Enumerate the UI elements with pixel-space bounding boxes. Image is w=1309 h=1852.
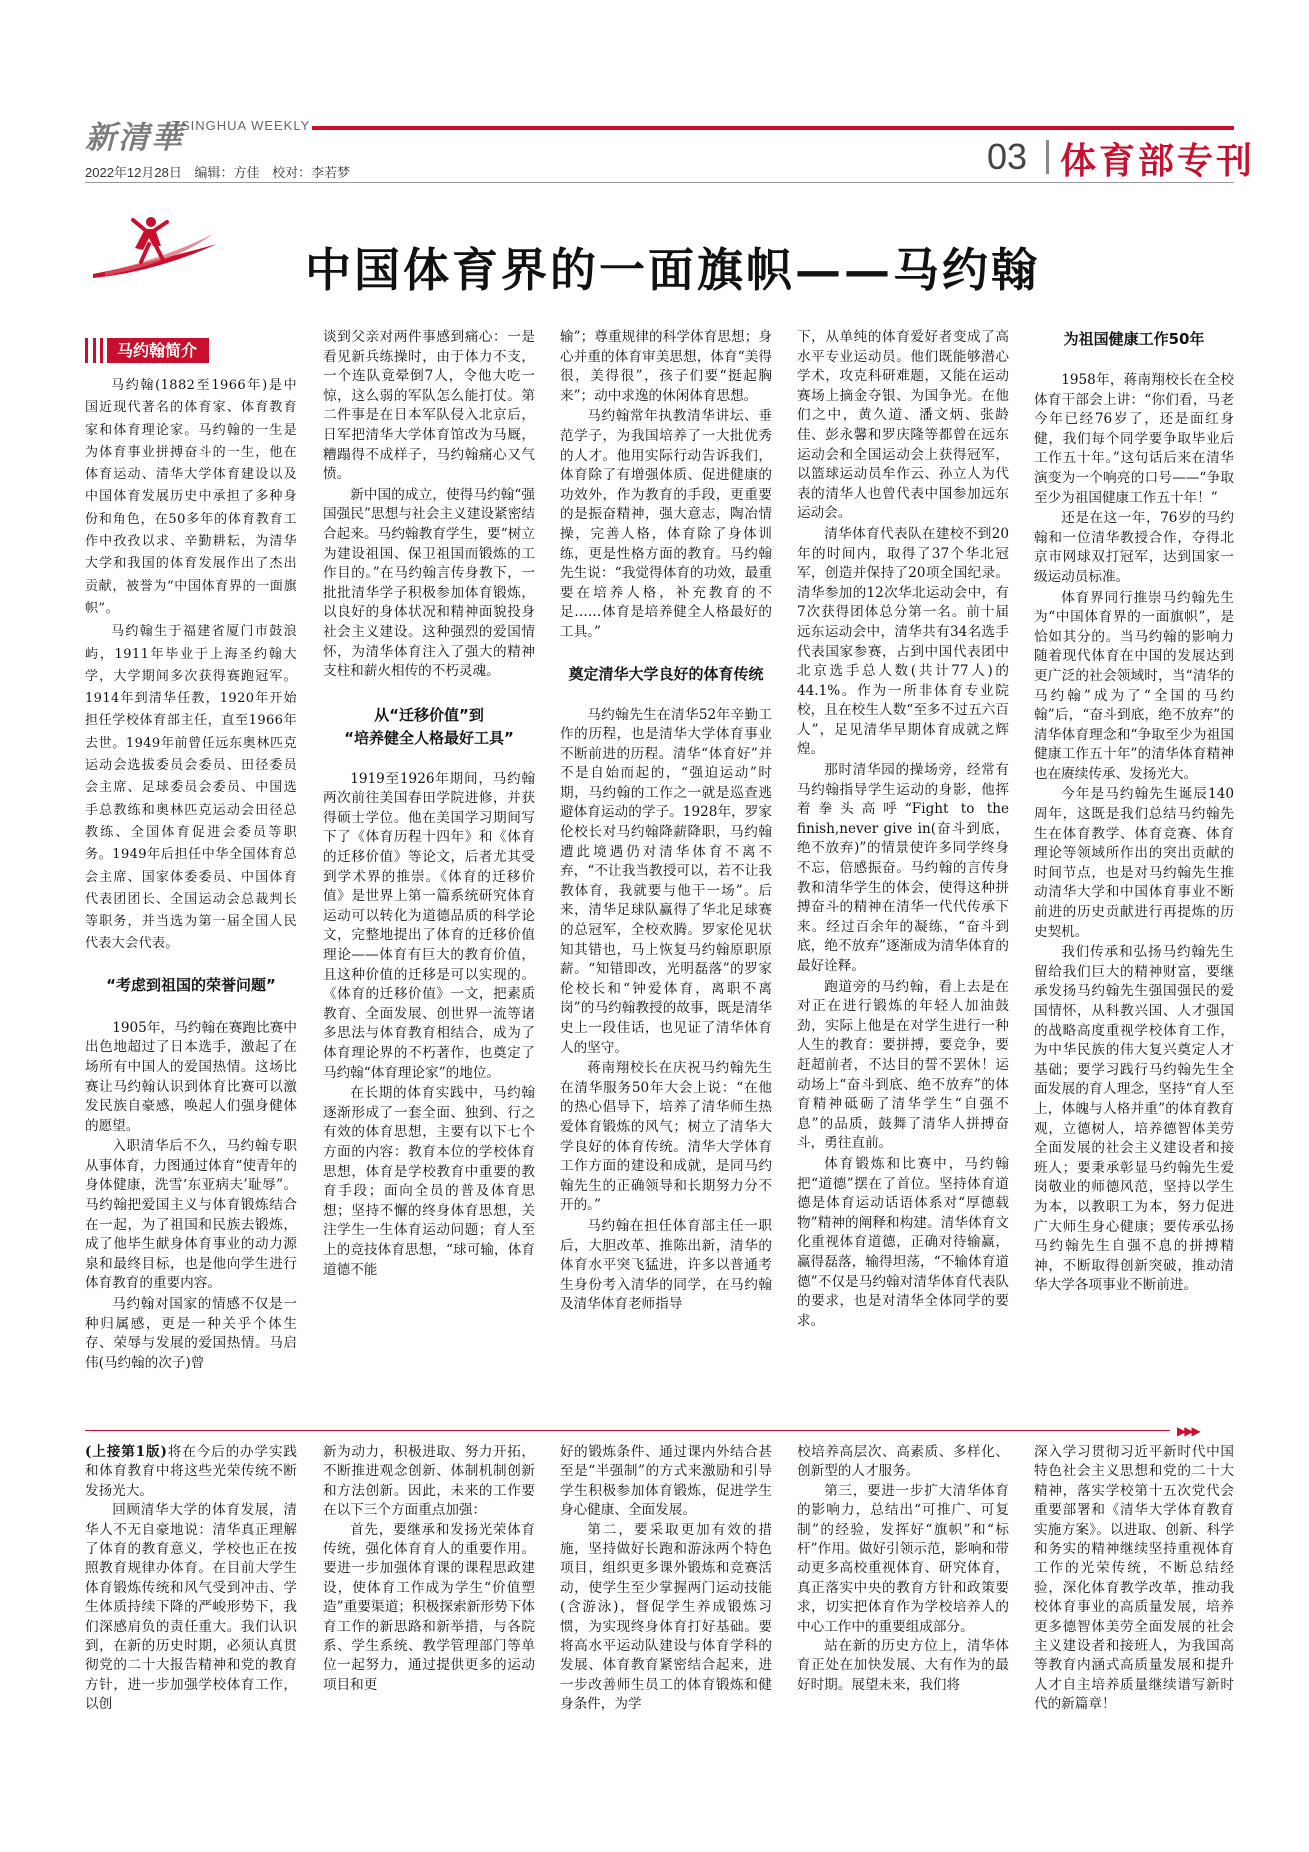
column-1 — [85, 338, 297, 1374]
body-paragraph: 谈到父亲对两件事感到痛心：一是看见新兵练操时，由于体力不支，一个连队竟晕倒7人，令他大吃一惊，这么弱的军队怎么能打仗。第二件事是在日本军队侵入北京后，日军把清华大学体育馆改为马厩，糟蹋得不成样子，马约翰痛心又气愤。 — [323, 329, 535, 483]
body-paragraph: 首先，要继承和发扬光荣体育传统，强化体育育人的重要作用。要进一步加强体育课的课程思政建设，使体育工作成为学生“价值塑造”重要渠道；积极探索新形势下体育工作的新思路和新举措，与各院系、学生系统、教学管理部门等单位一起努力，通过提供更多的运动项目和更 — [323, 1521, 535, 1693]
body-paragraph: 新为动力，积极进取、努力开拓，不断推进观念创新、体制机制创新和方法创新。因此，未来的工作要在以下三个方面重点加强： — [323, 1444, 535, 1519]
body-paragraph: 新中国的成立，使得马约翰“强国强民”思想与社会主义建设紧密结合起来。马约翰教育学生，要“树立为建设祖国、保卫祖国而锻炼的工作目的。”在马约翰言传身教下，一批批清华学子积极参加体育锻炼，以良好的身体状况和精神面貌投身社会主义建设。这种强烈的爱国情怀，为清华体育注入了强大的精神支柱和薪火相传的不朽灵魂。 — [323, 486, 535, 680]
column-3 — [560, 328, 772, 1316]
body-paragraph: 好的锻炼条件、通过课内外结合甚至是“半强制”的方式来激励和引导学生积极参加体育锻炼，促进学生身心健康、全面发展。 — [560, 1444, 772, 1519]
body-paragraph: 马约翰在担任体育部主任一职后，大胆改革、推陈出新，清华的体育水平突飞猛进，许多以普通考生身份考入清华的同学，在马约翰及清华体育老师指导 — [560, 1217, 772, 1313]
body-paragraph: 入职清华后不久，马约翰专职从事体育，力图通过体育“使青年的身体健康，洗雪‘东亚病夫’耻辱”。马约翰把爱国主义与体育锻炼结合在一起，为了祖国和民族去锻炼，成了他毕生献身体育事业的动力源泉和最终目标，也是他向学生进行体育教育的重要内容。 — [85, 1138, 297, 1292]
intro-tag — [85, 338, 297, 363]
article-headline: 中国体育界的一面旗帜——马约翰 — [305, 243, 1040, 297]
body-paragraph: 1958年，蒋南翔校长在全校体育干部会上讲：“你们看，马老今年已经76岁了，还是面红身健，我们每个同学要争取毕业后工作五十年。”这句话后来在清华演变为一个响亮的口号——“争取至少为祖国健康工作五十年！” — [1034, 372, 1234, 506]
body-paragraph: 马约翰对国家的情感不仅是一种归属感，更是一种关乎个体生存、荣辱与发展的爱国热情。马启伟(马约翰的次子)曾 — [85, 1296, 297, 1371]
column-4 — [797, 328, 1009, 1332]
subhead-line: 从“迁移价值”到 — [374, 705, 484, 724]
body-paragraph: 站在新的历史方位上，清华体育正处在加快发展、大有作为的最好时期。展望未来，我们将 — [797, 1638, 1009, 1693]
body-paragraph: 跑道旁的马约翰，看上去是在对正在进行锻炼的年轻人加油鼓劲，实际上他是在对学生进行一种人生的教育：要拼搏，要竞争，要赶超前者，不达目的誓不罢休！运动场上“奋斗到底、绝不放弃”的体育精神砥砺了清华学生“自强不息”的品质，鼓舞了清华人拼搏奋斗，勇往直前。 — [797, 978, 1009, 1152]
proofreader-credit: 校对：李若梦 — [272, 165, 351, 180]
continuation-lead-text: 将在今后的办学实践和体育教育中将这些光荣传统不断发扬光大。 — [85, 1444, 298, 1499]
section-title: 体育部专刊 — [1060, 141, 1256, 182]
body-paragraph: 深入学习贯彻习近平新时代中国特色社会主义思想和党的二十大精神，落实学校第十五次党代会重要部署和《清华大学体育教育实施方案》。以进取、创新、科学和务实的精神继续坚持重视体育工作的光荣传统，不断总结经验，深化体育教学改革，推动我校体育事业的高质量发展，培养更多德智体美劳全面发展的社会主义建设者和接班人，为我国高等教育内涵式高质量发展和提升人才自主培养质量继续谱写新时代的新篇章！ — [1034, 1444, 1234, 1713]
subhead-transfer-value — [323, 704, 535, 750]
continuation-column-1 — [85, 1443, 297, 1715]
page-number-divider — [1046, 140, 1049, 174]
body-paragraph: 还是在这一年，76岁的马约翰和一位清华教授合作，夺得北京市网球双打冠军，达到国家一级运动员标准。 — [1034, 510, 1234, 585]
intro-tag-label: 马约翰简介 — [107, 338, 209, 363]
column-2 — [323, 328, 535, 1281]
page-number: 03 — [987, 136, 1028, 177]
intro-paragraph: 马约翰生于福建省厦门市鼓浪屿，1911年毕业于上海圣约翰大学，大学期间多次获得赛跑冠军。1914年到清华任教，1920年开始担任学校体育部主任，直至1966年去世。1949年前曾任远东奥林匹克运动会选拔委员会委员、田径委员会主席、足球委员会委员、中国选手总教练和奥林匹克运动会田径总教练、全国体育促进会委员等职务。1949年后担任中华全国体育总会主席、国家体委委员、中国体育代表团团长、全国运动会总裁判长等职务，并当选为第一届全国人民代表大会代表。 — [85, 624, 297, 952]
body-paragraph: 1919至1926年期间，马约翰两次前往美国春田学院进修，并获得硕士学位。他在美国学习期间写下了《体育历程十四年》和《体育的迁移价值》等论文，后者尤其受到学术界的推崇。《体育的迁移价值》是世界上第一篇系统研究体育运动可以转化为道德品质的科学论文，完整地提出了体育的迁移价值理论——体育有巨大的教育价值，且这种价值的迁移是可以实现的。《体育的迁移价值》一文，把素质教育、全面发展、创世界一流等诸多思法与体育教育相结合，成为了体育理论界的不朽著作，也奠定了马约翰“体育理论家”的地位。 — [323, 770, 535, 1081]
body-paragraph: 清华体育代表队在建校不到20年的时间内，取得了37个华北冠军，创造并保持了20项全国纪录。清华参加的12次华北运动会中，有7次获得团体总分第一名。前十届远东运动会中，清华共有34名选手代表国家参赛，占到中国代表团中北京选手总人数(共计77人)的44.1%。作为一所非体育专业院校，且在校生人数“至多不过五六百人”，足见清华早期体育成就之辉煌。 — [797, 525, 1009, 758]
body-paragraph: 那时清华园的操场旁，经常有马约翰指导学生运动的身影，他挥着拳头高呼“Fight to the finish,never give in(奋斗到底，绝不放弃)”的情景使许多同学终身不忘，倍感振奋。马约翰的言传身教和清华学生的体会，使得这种拼搏奋斗的精神在清华一代代传承下来。经过百余年的凝练，“奋斗到底，绝不放弃”逐渐成为清华体育的最好诠释。 — [797, 762, 1009, 974]
body-paragraph: 1905年，马约翰在赛跑比赛中出色地超过了日本选手，激起了在场所有中国人的爱国热情。这场比赛让马约翰认识到体育比赛可以激发民族自豪感，唤起人们强身健体的愿望。 — [85, 1019, 297, 1134]
body-paragraph: 体育界同行推崇马约翰先生为“中国体育界的一面旗帜”，是恰如其分的。当马约翰的影响力随着现代体育在中国的发展达到更广泛的社会领域时，当“清华的马约翰”成为了“全国的马约翰”后，“奋斗到底，绝不放弃”的清华体育理念和“争取至少为祖国健康工作五十年”的清华体育精神也在赓续传承、发扬光大。 — [1034, 589, 1234, 782]
issue-meta — [85, 162, 359, 181]
editor-credit: 编辑：方佳 — [194, 165, 260, 180]
continued-from-label: (上接第1版) — [85, 1444, 167, 1460]
continuation-arrows-icon: ▶▶▶ — [1177, 1424, 1199, 1438]
body-paragraph: 今年是马约翰先生诞辰140周年，这既是我们总结马约翰先生在体育教学、体育竞赛、体育理论等领域所作出的突出贡献的时间节点，也是对马约翰先生推动清华大学和中国体育事业不断前进的历史贡献进行再提炼的历史契机。 — [1034, 786, 1234, 940]
continuation-column-2 — [323, 1443, 535, 1695]
body-paragraph: 输”；尊重规律的科学体育思想；身心并重的体育审美思想，体育“美得很，美得很”，孩子们要“挺起胸来”；动中求逸的休闲体育思想。 — [560, 329, 772, 404]
subhead-line: “培养健全人格最好工具” — [344, 728, 514, 747]
body-paragraph: 第二，要采取更加有效的措施，坚持做好长跑和游泳两个特色项目，组织更多课外锻炼和竞赛活动，使学生至少掌握两门运动技能(含游泳)，督促学生养成锻炼习惯，为实现终身体育打好基础。要将高水平运动队建设与体育学科的发展、体育教育紧密结合起来，进一步改善师生员工的体育锻炼和健身条件，为学 — [560, 1521, 772, 1713]
masthead-logo: 新清華 — [85, 120, 184, 156]
body-paragraph: 我们传承和弘扬马约翰先生留给我们巨大的精神财富，要继承发扬马约翰先生强国强民的爱国情怀，从科教兴国、人才强国的战略高度重视学校体育工作，为中华民族的伟大复兴奠定人才基础；要学习践行马约翰先生全面发展的育人理念，坚持“育人至上，体魄与人格并重”的体育教育观，立德树人，培养德智体美劳全面发展的社会主义建设者和接班人；要秉承彰显马约翰先生爱岗敬业的师德风范，坚持以学生为本，以教职工为本，努力促进广大师生身心健康；要传承弘扬马约翰先生自强不息的拼搏精神，不断取得创新突破，推动清华大学各项事业不断前进。 — [1034, 944, 1234, 1294]
intro-text — [85, 375, 297, 956]
intro-paragraph: 马约翰(1882至1966年)是中国近现代著名的体育家、体育教育家和体育理论家。马约翰的一生是为体育事业拼搏奋斗的一生，他在体育运动、清华大学体育建设以及中国体育发展历史中承担了多种身份和角色，在50多年的体育教育工作中孜孜以求、辛勤耕耘，为清华大学和我国的体育发展作出了杰出贡献，被誉为“中国体育界的一面旗帜”。 — [85, 378, 297, 616]
subhead-patriotism: “考虑到祖国的荣誉问题” — [106, 975, 276, 994]
masthead-weekly: TSINGHUA WEEKLY — [172, 118, 311, 133]
continuation-column-4 — [797, 1443, 1009, 1695]
continuation-column-3 — [560, 1443, 772, 1715]
body-paragraph: 第三，要进一步扩大清华体育的影响力，总结出“可推广、可复制”的经验，发挥好“旗帜”和“标杆”作用。做好引领示范，影响和带动更多高校重视体育、研究体育，真正落实中央的教育方针和政策要求，切实把体育作为学校培养人的中心工作中的重要组成部分。 — [797, 1482, 1009, 1635]
body-paragraph: 在长期的体育实践中，马约翰逐渐形成了一套全面、独到、行之有效的体育思想，主要有以下七个方面的内容：教育本位的学校体育思想，体育是学校教育中重要的教育手段；面向全员的普及体育思想；坚持不懈的终身体育思想，关注学生一生体育运动问题；育人至上的竞技体育思想，“球可输，体育道德不能 — [323, 1085, 535, 1278]
body-paragraph: 校培养高层次、高素质、多样化、创新型的人才服务。 — [797, 1444, 1009, 1480]
subhead-tradition: 奠定清华大学良好的体育传统 — [568, 664, 764, 683]
continuation-lead — [85, 1443, 297, 1501]
runner-emblem-icon — [85, 214, 225, 280]
subhead-fifty-years: 为祖国健康工作50年 — [1063, 330, 1205, 348]
continuation-divider — [85, 1430, 1170, 1431]
continuation-column-5 — [1034, 1443, 1234, 1715]
body-paragraph: 回顾清华大学的体育发展，清华人不无自豪地说：清华真正理解了体育的教育意义，学校也正在按照教育规律办体育。在目前大学生体育锻炼传统和风气受到冲击、学生体质持续下降的严峻形势下，我们深感肩负的责任重大。我们认识到，在新的历史时期，必须认真贯彻党的二十大报告精神和党的教育方针，进一步加强学校体育工作，以创 — [85, 1502, 297, 1713]
header-rule — [85, 182, 1234, 183]
body-paragraph: 体育锻炼和比赛中，马约翰把“道德”摆在了首位。坚持体育道德是体育运动话语体系对“厚德载物”精神的阐释和构建。清华体育文化重视体育道德，正确对待输赢，赢得磊落，输得坦荡，“不输体育道德”不仅是马约翰对清华体育代表队的要求，也是对清华全体同学的要求。 — [797, 1155, 1009, 1329]
tag-bars-icon — [85, 338, 103, 363]
issue-date: 2022年12月28日 — [85, 165, 182, 180]
body-paragraph: 马约翰常年执教清华讲坛、垂范学子，为我国培养了一大批优秀的人才。他用实际行动告诉我们，体育除了有增强体质、促进健康的功效外，作为教育的手段，更重要的是振奋精神，强大意志，陶冶情操，完善人格，体育除了身体训练，更是性格方面的教育。马约翰先生说：“我觉得体育的功效，最重要在培养人格，补充教育的不足……体育是培养健全人格最好的工具。” — [560, 408, 772, 640]
body-paragraph: 下，从单纯的体育爱好者变成了高水平专业运动员。他们既能够潜心学术，攻克科研难题，又能在运动赛场上摘金夺银、为国争光。在他们之中，黄久道、潘文炳、张龄佳、彭永馨和罗庆隆等都曾在远东运动会和全国运动会上获得冠军，以篮球运动员牟作云、孙立人为代表的清华人也曾代表中国参加远东运动会。 — [797, 329, 1009, 522]
column-5 — [1034, 328, 1234, 1297]
masthead-rule — [312, 126, 1234, 130]
body-paragraph: 蒋南翔校长在庆祝马约翰先生在清华服务50年大会上说：“在他的热心倡导下，培养了清华师生热爱体育锻炼的风气；树立了清华大学良好的体育传统。清华大学体育工作方面的建设和成就，是同马约翰先生的正确领导和长期努力分不开的。” — [560, 1060, 772, 1214]
body-paragraph: 马约翰先生在清华52年辛勤工作的历程，也是清华大学体育事业不断前进的历程。清华“体育好”并不是自始而起的，“强迫运动”时期，马约翰的工作之一就是巡查逃避体育运动的学子。1928年，罗家伦校长对马约翰降薪降职，马约翰遭此境遇仍对清华体育不离不弃，“不让我当教授可以，若不让我教体育，我就要与他干一场”。后来，清华足球队赢得了华北足球赛的总冠军，全校欢腾。罗家伦见状知其错也，马上恢复马约翰原职原薪。“知错即改，光明磊落”的罗家伦校长和“钟爱体育，离职不离岗”的马约翰教授的故事，既是清华史上一段佳话，也见证了清华体育人的坚守。 — [560, 706, 772, 1056]
